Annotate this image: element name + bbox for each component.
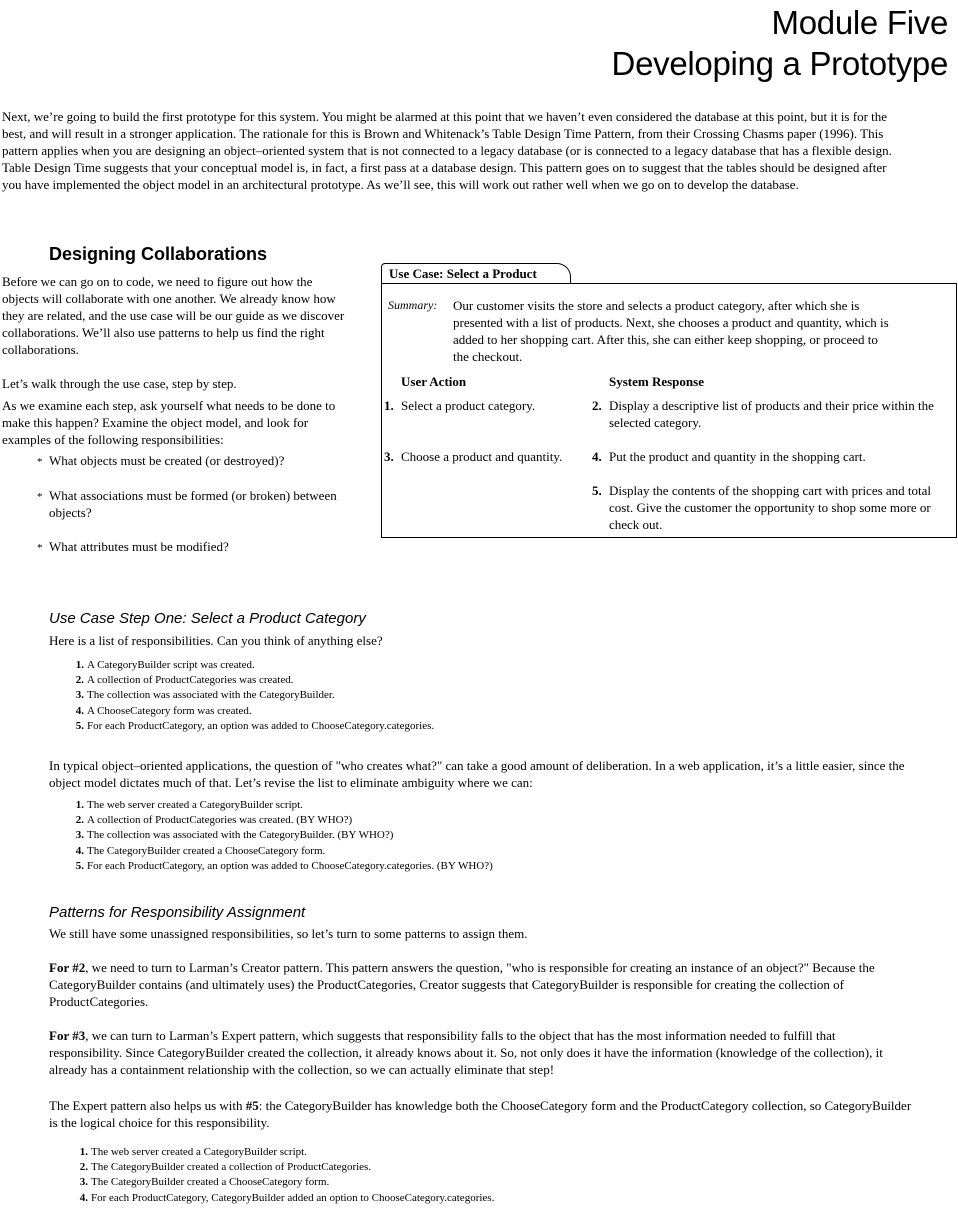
bullet-text: What attributes must be modified? <box>49 539 229 554</box>
list-item: 2. The CategoryBuilder created a collection of ProductCategories. <box>79 1161 372 1174</box>
step-text: Display the contents of the shopping cart with prices and total cost. Give the customer the opportunity to shop some more or check out. <box>609 483 932 532</box>
bullet-text: What objects must be created (or destroyed)? <box>49 453 285 468</box>
step-number: 3. <box>384 449 394 464</box>
title-line-2: Developing a Prototype <box>611 45 948 82</box>
collaborations-paragraph-1: Before we can go on to code, we need to figure out how the objects will collaborate with one another. We already know how they are related, and the use case will be our guide as we discover collaborations. We’ll also use patterns to help us find the right collaborations. <box>2 274 345 357</box>
step-number: 4. <box>592 449 602 464</box>
list-item: 3. The collection was associated with the CategoryBuilder. (BY WHO?) <box>75 829 394 842</box>
step-one-paragraph-2: In typical object–oriented applications, the question of "who creates what?" can take a good amount of deliberation. In a web application, it’s a little easier, since the object model dictates much of that. Let’s revise the list to eliminate ambiguity where we can: <box>49 758 905 790</box>
step-one-paragraph-1: Here is a list of responsibilities. Can you think of anything else? <box>49 633 383 648</box>
list-item: 4. A ChooseCategory form was created. <box>75 704 252 717</box>
item-ref: #5 <box>245 1098 259 1113</box>
patterns-paragraph-3: For #3, we can turn to Larman’s Expert pattern, which suggests that responsibility falls to the object that has the most information needed to fulfill that responsibility. Since CategoryBuilder created the collection, it already knows about it. So, not only does it have the information (knowledge of the collection), it already has a containment relationship with the collection, so we can actually eliminate that step! <box>49 1028 883 1077</box>
bullet-mark: * <box>37 542 43 554</box>
list-item: 1. The web server created a CategoryBuilder script. <box>75 799 303 811</box>
collaborations-paragraph-3: As we examine each step, ask yourself what needs to be done to make this happen? Examine the object model, and look for examples of the following responsibilities: <box>2 398 336 447</box>
list-item: 5. For each ProductCategory, an option was added to ChooseCategory.categories. <box>75 719 435 732</box>
list-item: 2. A collection of ProductCategories was created. (BY WHO?) <box>75 814 353 827</box>
step-one-heading: Use Case Step One: Select a Product Category <box>49 610 366 627</box>
list-item: 4. For each ProductCategory, CategoryBuilder added an option to ChooseCategory.categories. <box>79 1191 495 1204</box>
use-case-summary: Our customer visits the store and selects a product category, after which she is presented with a list of products. Next, she chooses a product and quantity, which is added to her shopping cart. After this, she can either keep shopping, or proceed to the checkout. <box>453 298 889 364</box>
use-case-tab: Use Case: Select a Product <box>381 263 571 283</box>
list-item: 4. The CategoryBuilder created a ChooseCategory form. <box>75 844 326 857</box>
step-text: Put the product and quantity in the shopping cart. <box>609 449 866 464</box>
step-number: 1. <box>384 398 394 413</box>
list-item: 3. The collection was associated with the CategoryBuilder. <box>75 689 335 702</box>
step-text: Select a product category. <box>401 398 536 413</box>
item-ref: For #3 <box>49 1028 86 1043</box>
list-item: 3. The CategoryBuilder created a ChooseCategory form. <box>79 1176 330 1189</box>
list-item: 1. A CategoryBuilder script was created. <box>75 659 255 671</box>
bullet-text: What associations must be formed (or broken) between objects? <box>49 488 337 520</box>
page-title <box>612 2 948 84</box>
responsibility-list-1 <box>68 658 888 734</box>
responsibility-bullet <box>37 452 339 469</box>
step-number: 2. <box>592 398 602 413</box>
patterns-paragraph-4: The Expert pattern also helps us with #5: the CategoryBuilder has knowledge both the ChooseCategory form and the ProductCategory collection, so CategoryBuilder is the logical choice for this responsibility. <box>49 1098 912 1130</box>
system-response-header: System Response <box>609 374 704 389</box>
patterns-heading: Patterns for Responsibility Assignment <box>49 904 306 921</box>
summary-label: Summary: <box>388 298 438 312</box>
list-item: 1. The web server created a CategoryBuilder script. <box>79 1146 307 1158</box>
user-action-header: User Action <box>401 374 467 389</box>
patterns-paragraph-2: For #2, we need to turn to Larman’s Creator pattern. This pattern answers the question, "who is responsible for creating an instance of an object?" Because the CategoryBuilder contains (and ultimately uses) the ProductCategories, Creator suggests that CategoryBuilder is responsible for creating the collection of ProductCategories. <box>49 960 875 1009</box>
patterns-paragraph-1: We still have some unassigned responsibilities, so let’s turn to some patterns to assign them. <box>49 926 528 941</box>
step-number: 5. <box>592 483 602 498</box>
title-line-1: Module Five <box>771 4 948 41</box>
responsibility-list-3 <box>72 1145 892 1206</box>
item-ref: For #2 <box>49 960 86 975</box>
responsibility-list-2 <box>68 798 888 874</box>
collaborations-paragraph-2: Let’s walk through the use case, step by step. <box>2 376 237 391</box>
step-text: Display a descriptive list of products and their price within the selected category. <box>609 398 934 430</box>
responsibility-bullet <box>37 538 339 555</box>
list-item: 2. A collection of ProductCategories was created. <box>75 674 294 687</box>
step-text: Choose a product and quantity. <box>401 449 563 464</box>
bullet-mark: * <box>37 456 43 468</box>
list-item: 5. For each ProductCategory, an option was added to ChooseCategory.categories. (BY WHO?) <box>75 859 493 872</box>
intro-paragraph: Next, we’re going to build the first prototype for this system. You might be alarmed at this point that we haven’t even considered the database at this point, but it is for the best, and will result in a stronger application. The rationale for this is Brown and Whitenack’s Table Design Time Pattern, from their Crossing Chasms paper (1996). This pattern applies when you are designing an object–oriented system that is not connected to a legacy database (or is connected to a legacy database that has a flexible design. Table Design Time suggests that your conceptual model is, in fact, a first pass at a database design. This pattern goes on to suggest that the tables should be designed after you have implemented the object model in an architectural prototype. As we’ll see, this will work out rather well when we go on to develop the database. <box>2 109 892 192</box>
responsibility-bullet <box>37 487 339 521</box>
collaborations-heading: Designing Collaborations <box>49 244 268 264</box>
bullet-mark: * <box>37 491 43 503</box>
